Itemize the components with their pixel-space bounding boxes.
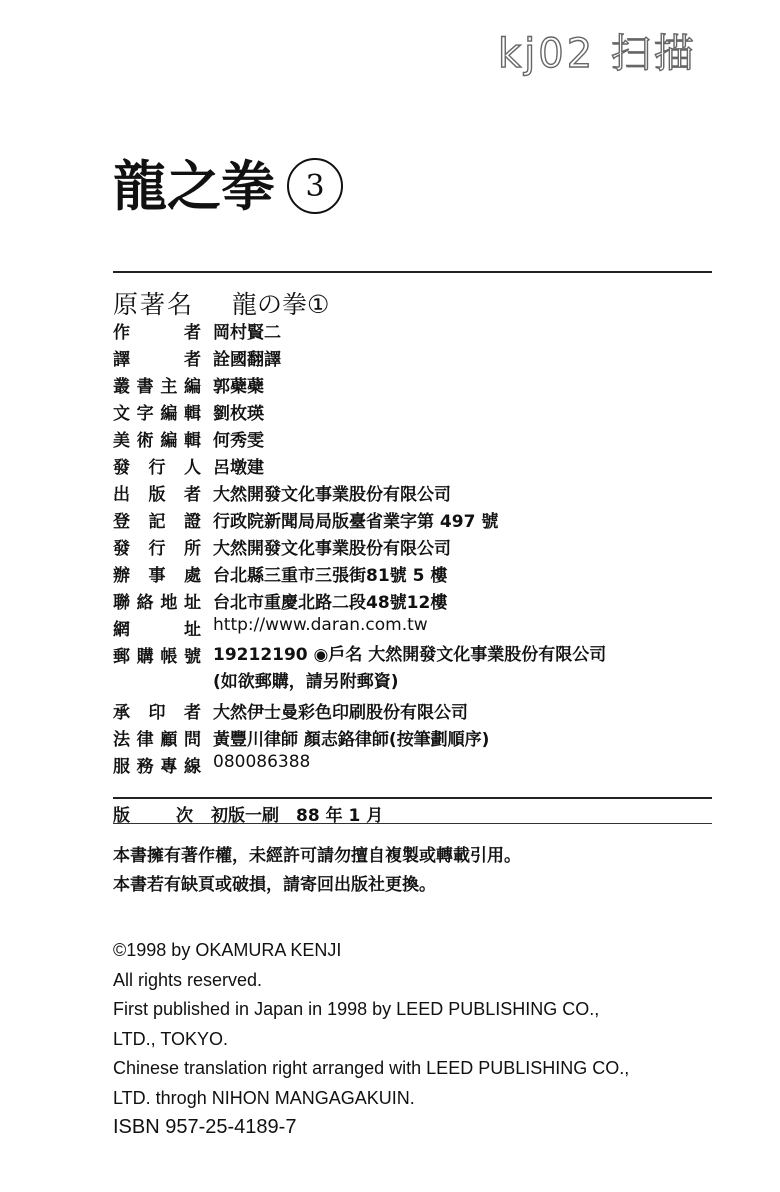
credit-row xyxy=(113,426,713,453)
credit-value: 大然開發文化事業股份有限公司 xyxy=(213,485,451,505)
credit-value: 詮國翻譯 xyxy=(213,350,281,370)
credit-label: 郵購帳號 xyxy=(113,647,201,667)
original-title xyxy=(113,285,329,321)
credit-row xyxy=(113,372,713,399)
credit-label: 登記證 xyxy=(113,512,201,532)
credit-value: 郭蘗蘗 xyxy=(213,377,264,397)
credit-row xyxy=(113,399,713,426)
mail-order-account: 19212190 ◉戶名 大然開發文化事業股份有限公司 xyxy=(213,645,607,665)
divider-edition-bottom xyxy=(113,823,712,824)
edition-label: 版次 xyxy=(113,806,193,826)
volume-number: 3 xyxy=(287,158,343,214)
credit-label: 法律顧問 xyxy=(113,730,201,750)
credit-label: 承印者 xyxy=(113,703,201,723)
credit-value: 岡村賢二 xyxy=(213,323,281,343)
credit-row xyxy=(113,534,713,561)
credit-row xyxy=(113,561,713,588)
credit-row xyxy=(113,345,713,372)
original-title-value: 龍の拳① xyxy=(231,290,330,319)
credit-value: 台北縣三重市三張街81號 5 樓 xyxy=(213,566,448,586)
credit-value: 呂墩建 xyxy=(213,458,264,478)
credit-label: 聯絡地址 xyxy=(113,593,201,613)
credit-row xyxy=(113,725,713,752)
rights-line: All rights reserved. xyxy=(113,969,263,990)
copyright-line: ©1998 by OKAMURA KENJI xyxy=(113,940,342,960)
credit-row xyxy=(113,588,713,615)
credit-label: 叢書主編 xyxy=(113,377,201,397)
first-published-line: First published in Japan in 1998 by LEED PUBLISHING CO., xyxy=(113,999,600,1019)
credit-label: 美術編輯 xyxy=(113,431,201,451)
credit-label: 文字編輯 xyxy=(113,404,201,424)
english-copyright-block xyxy=(113,936,629,1143)
credit-label: 網址 xyxy=(113,620,201,640)
credit-row xyxy=(113,507,713,534)
credit-row xyxy=(113,480,713,507)
credit-value: 大然伊士曼彩色印刷股份有限公司 xyxy=(213,703,468,723)
credit-label: 譯者 xyxy=(113,350,201,370)
credit-row xyxy=(113,752,713,779)
website-url: http://www.daran.com.tw xyxy=(213,615,428,635)
credits-list xyxy=(113,318,713,779)
credit-label: 服務專線 xyxy=(113,757,201,777)
translation-line: LTD. throgh NIHON MANGAGAKUIN. xyxy=(113,1087,415,1108)
credit-label: 發行所 xyxy=(113,539,201,559)
credit-value: 080086388 xyxy=(213,752,311,772)
credit-label: 發行人 xyxy=(113,458,201,478)
credit-label: 作者 xyxy=(113,323,201,343)
credit-value: 大然開發文化事業股份有限公司 xyxy=(213,539,451,559)
credit-row-mail-order xyxy=(113,642,713,698)
credit-value: 行政院新聞局局版臺省業字第 497 號 xyxy=(213,512,499,532)
credit-row-website xyxy=(113,615,713,642)
edition-value: 初版一刷 88 年 1 月 xyxy=(211,806,384,826)
title-block xyxy=(113,154,343,218)
notice-line: 本書擁有著作權，未經許可請勿擅自複製或轉載引用。 xyxy=(113,846,521,866)
credit-row xyxy=(113,318,713,345)
credit-value: 劉枚瑛 xyxy=(213,404,264,424)
credit-row xyxy=(113,453,713,480)
original-title-label: 原著名 xyxy=(113,290,195,319)
credit-value: 黃豐川律師 顏志鉻律師(按筆劃順序) xyxy=(213,730,490,750)
copyright-notices xyxy=(113,842,521,900)
credit-value: 何秀雯 xyxy=(213,431,264,451)
first-published-line: LTD., TOKYO. xyxy=(113,1028,229,1049)
credit-row xyxy=(113,698,713,725)
credit-value xyxy=(213,642,606,696)
divider-edition-top xyxy=(113,797,712,799)
divider-top xyxy=(113,271,712,273)
scan-watermark: kj02 扫描 xyxy=(498,31,697,77)
credit-label: 辦事處 xyxy=(113,566,201,586)
credit-label: 出版者 xyxy=(113,485,201,505)
notice-line: 本書若有缺頁或破損，請寄回出版社更換。 xyxy=(113,875,436,895)
isbn-line: ISBN 957-25-4189-7 xyxy=(113,1116,297,1138)
translation-line: Chinese translation right arranged with LEED PUBLISHING CO., xyxy=(113,1058,630,1078)
book-title: 龍之拳 xyxy=(113,154,275,218)
mail-order-note: (如欲郵購，請另附郵資) xyxy=(213,672,399,692)
credit-value: 台北市重慶北路二段48號12樓 xyxy=(213,593,448,613)
